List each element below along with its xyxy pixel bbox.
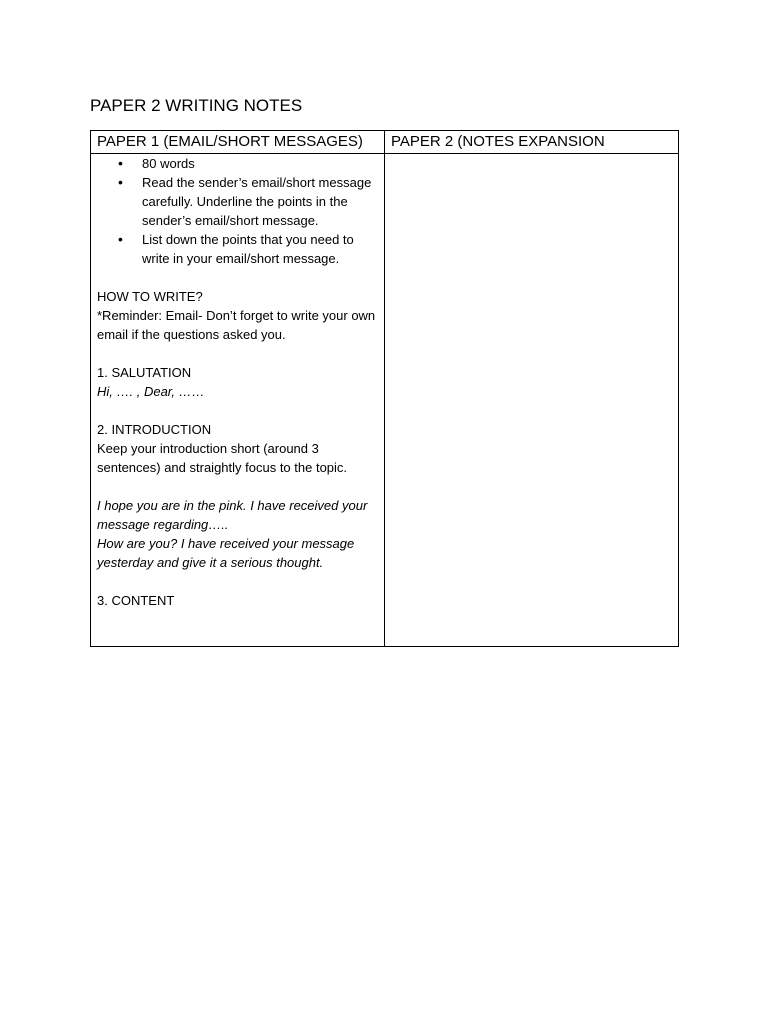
paper-2-notes-cell	[385, 154, 679, 647]
bullet-item: • List down the points that you need to write in your email/short message.	[142, 230, 378, 268]
salutation-example: Hi, …. , Dear, ……	[97, 384, 205, 399]
reminder-text: *Reminder: Email- Don’t forget to write your own email if the questions asked you.	[97, 308, 376, 342]
introduction-heading: 2. INTRODUCTION	[97, 422, 212, 437]
introduction-text: Keep your introduction short (around 3 sentences) and straightly focus to the topic.	[97, 441, 348, 475]
notes-table	[90, 130, 679, 647]
column-header-paper-1: PAPER 1 (EMAIL/SHORT MESSAGES)	[91, 131, 385, 154]
how-to-write-heading: HOW TO WRITE?	[97, 289, 203, 304]
salutation-heading: 1. SALUTATION	[97, 365, 192, 380]
content-heading: 3. CONTENT	[97, 593, 175, 608]
bullet-list	[97, 154, 378, 268]
page-title: PAPER 2 WRITING NOTES	[90, 96, 303, 115]
bullet-item: • 80 words	[142, 154, 378, 173]
table-header-row	[91, 131, 679, 154]
bullet-item: • Read the sender’s email/short message carefully. Underline the points in the sender’s email/short message.	[142, 173, 378, 230]
introduction-example-1: I hope you are in the pink. I have received your message regarding…..	[97, 498, 368, 532]
column-header-paper-2: PAPER 2 (NOTES EXPANSION	[385, 131, 679, 154]
introduction-example-2: How are you? I have received your message yesterday and give it a serious thought.	[97, 536, 355, 570]
table-row	[91, 154, 679, 647]
paper-1-notes-cell	[91, 154, 385, 647]
